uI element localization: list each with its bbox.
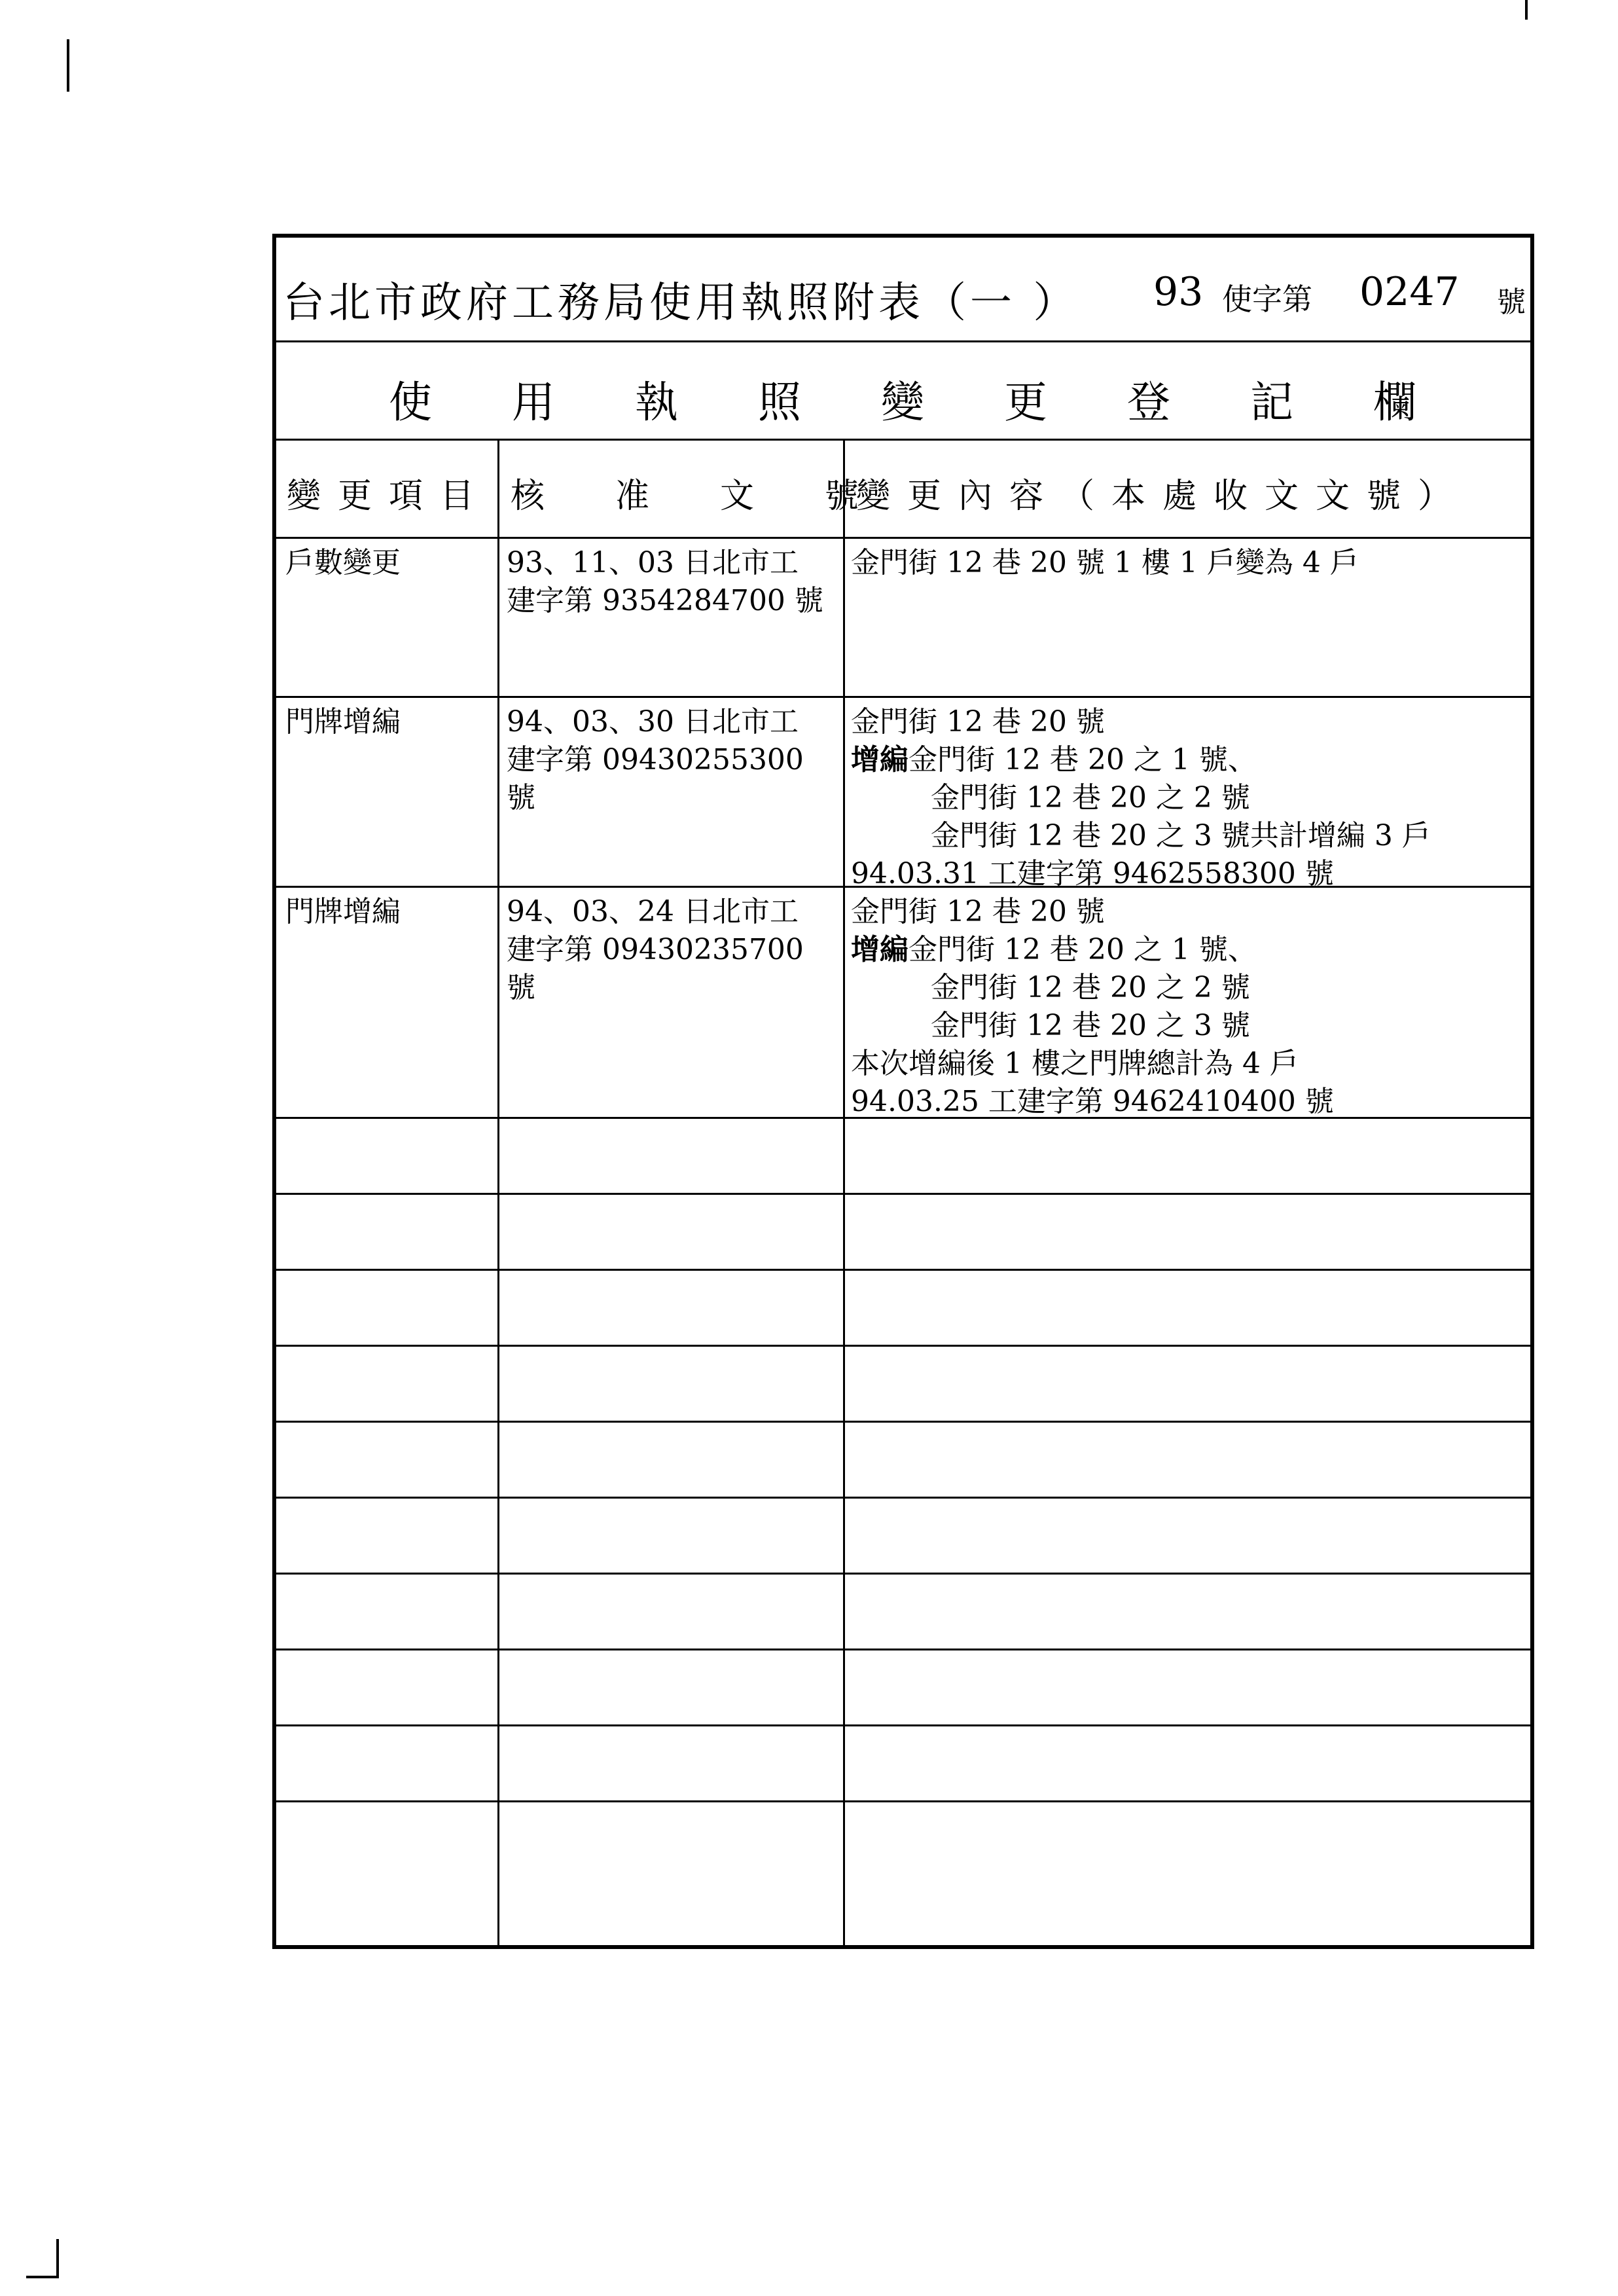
scan-mark — [56, 2239, 59, 2277]
content-line — [851, 1007, 1334, 1045]
empty-table-row — [276, 1119, 1530, 1195]
empty-table-row — [276, 1726, 1530, 1802]
scan-mark — [67, 39, 69, 92]
approval-line: 94、03、24 日北市工 — [507, 895, 799, 928]
license-suffix: 號 — [1497, 285, 1526, 319]
table-row — [276, 539, 1530, 698]
approval-line: 號 — [507, 971, 535, 1004]
approval-number-cell — [507, 703, 804, 817]
section-title-row — [276, 342, 1530, 441]
content-text: 本次增編後 1 樓之門牌總計為 4 戶 — [851, 1047, 1299, 1080]
title-row — [276, 238, 1530, 342]
change-content-cell — [851, 893, 1334, 1121]
scan-mark — [26, 2276, 59, 2278]
content-text: 金門街 12 巷 20 之 2 號 — [931, 971, 1250, 1004]
content-text: 金門街 12 巷 20 號 1 樓 1 戶變為 4 戶 — [851, 546, 1359, 579]
approval-line: 建字第 9354284700 號 — [507, 584, 823, 617]
empty-table-row — [276, 1423, 1530, 1499]
added-label: 增編 — [851, 933, 908, 966]
empty-table-row — [276, 1575, 1530, 1650]
license-change-table — [272, 234, 1534, 1949]
content-line — [851, 703, 1431, 741]
empty-table-row — [276, 1499, 1530, 1575]
column-header-content: 變更內容（本處收文文號） — [856, 477, 1469, 516]
change-item-cell: 門牌增編 — [285, 705, 401, 738]
approval-line: 建字第 09430235700 — [507, 933, 804, 966]
content-line — [851, 1083, 1334, 1121]
content-text: 金門街 12 巷 20 之 1 號、 — [908, 933, 1257, 966]
change-item-cell: 戶數變更 — [285, 546, 401, 579]
license-year: 93 — [1153, 269, 1204, 315]
change-content-cell — [851, 703, 1431, 893]
content-line — [851, 741, 1431, 779]
column-header-approval: 核准文號 — [511, 477, 930, 516]
content-line — [851, 1045, 1334, 1083]
content-text: 金門街 12 巷 20 號 — [851, 705, 1105, 738]
document-title: 台北市政府工務局使用執照附表（一 ） — [283, 279, 1079, 327]
change-item-cell: 門牌增編 — [285, 895, 401, 928]
approval-line: 94、03、30 日北市工 — [507, 705, 799, 738]
license-prefix: 使字第 — [1222, 282, 1312, 317]
empty-table-row — [276, 1271, 1530, 1347]
added-label: 增編 — [851, 743, 908, 776]
empty-table-row — [276, 1347, 1530, 1423]
section-title: 使用執照變更登記欄 — [389, 377, 1496, 428]
column-header-row — [276, 441, 1530, 539]
approval-number-cell — [507, 893, 804, 1007]
scan-mark — [1525, 0, 1528, 20]
content-text: 金門街 12 巷 20 之 3 號共計增編 3 戶 — [931, 819, 1431, 852]
content-text: 94.03.25 工建字第 9462410400 號 — [851, 1085, 1334, 1118]
content-text: 金門街 12 巷 20 號 — [851, 895, 1105, 928]
empty-table-row — [276, 1802, 1530, 1878]
approval-line: 93、11、03 日北市工 — [507, 546, 799, 579]
table-row — [276, 698, 1530, 888]
license-number: 0247 — [1359, 269, 1460, 315]
content-line — [851, 969, 1334, 1007]
change-content-cell — [851, 544, 1359, 582]
content-line — [851, 779, 1431, 817]
content-text: 金門街 12 巷 20 之 3 號 — [931, 1009, 1250, 1042]
content-line — [851, 893, 1334, 931]
content-text: 金門街 12 巷 20 之 1 號、 — [908, 743, 1257, 776]
content-text: 94.03.31 工建字第 9462558300 號 — [851, 857, 1334, 890]
column-header-item: 變更項目 — [287, 477, 492, 516]
content-line — [851, 931, 1334, 969]
content-line — [851, 817, 1431, 855]
approval-line: 號 — [507, 781, 535, 814]
content-line — [851, 544, 1359, 582]
approval-line: 建字第 09430255300 — [507, 743, 804, 776]
table-row — [276, 888, 1530, 1119]
approval-number-cell — [507, 544, 823, 620]
empty-table-row — [276, 1650, 1530, 1726]
content-text: 金門街 12 巷 20 之 2 號 — [931, 781, 1250, 814]
empty-table-row — [276, 1195, 1530, 1271]
